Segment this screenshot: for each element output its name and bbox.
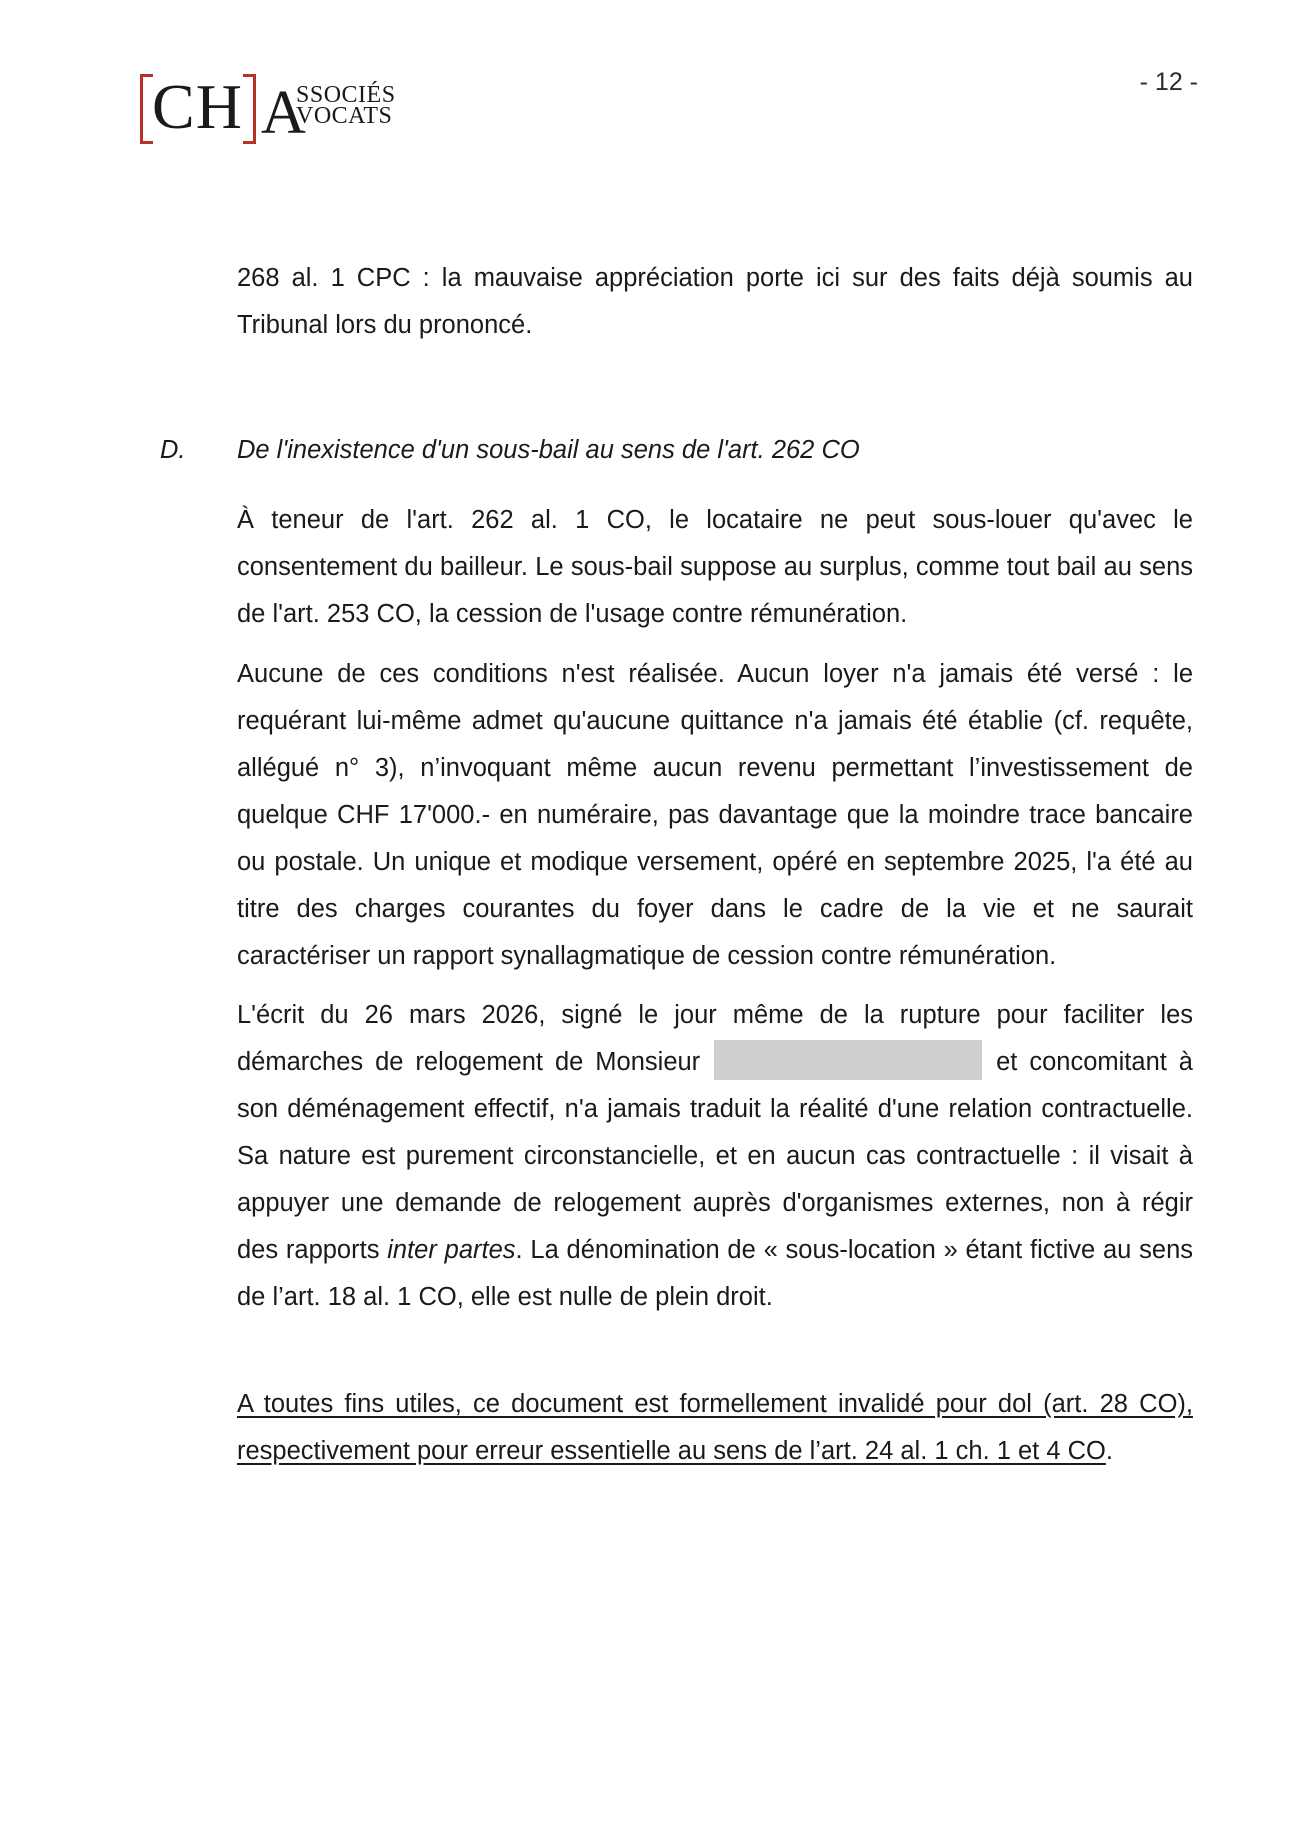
- paragraph-3-start: L'écrit du 26 mars 2026, signé le jour même de la rupture pour faciliter les démarches de relogement de Monsieur: [237, 1001, 1193, 1076]
- logo-word-associes: SSOCIÉS: [296, 82, 396, 108]
- paragraph-3-italic: inter partes: [387, 1236, 516, 1264]
- logo-initial-a: A: [261, 79, 306, 147]
- redacted-name: [714, 1040, 982, 1080]
- paragraph-4: [237, 1381, 1193, 1475]
- paragraph-3: [237, 992, 1193, 1321]
- logo-initials: CH: [152, 71, 243, 142]
- paragraph-1: À teneur de l'art. 262 al. 1 CO, le locataire ne peut sous-louer qu'avec le consentement du bailleur. Le sous-bail suppose au surplus, comme tout bail au sens de l'art. 253 CO, la cession de l'usage contre rémunération.: [237, 506, 1193, 628]
- logo-right-bracket: [243, 74, 256, 144]
- section-letter: D.: [160, 436, 186, 464]
- paragraph-2: Aucune de ces conditions n'est réalisée. Aucun loyer n'a jamais été versé : le requérant lui-même admet qu'aucune quittance n'a jamais été établie (cf. requête, allégué n° 3), n’invoquant même aucun revenu permettant l’investissement de quelque CHF 17'000.- en numéraire, pas davantage que la moindre trace bancaire ou postale. Un unique et modique versement, opéré en septembre 2025, l'a été au titre des charges courantes du foyer dans le cadre de la vie et ne saurait caractériser un rapport synallagmatique de cession contre rémunération.: [237, 660, 1193, 970]
- intro-paragraph: 268 al. 1 CPC : la mauvaise appréciation porte ici sur des faits déjà soumis au Tribunal lors du prononcé.: [237, 264, 1193, 339]
- section-title: De l'inexistence d'un sous-bail au sens de l'art. 262 CO: [237, 436, 860, 464]
- page-number: - 12 -: [1139, 68, 1198, 96]
- paragraph-4-end: .: [1105, 1437, 1113, 1465]
- section-heading: [160, 427, 1193, 474]
- paragraph-4-underlined: A toutes fins utiles, ce document est formellement invalidé pour dol (art. 28 CO), respectivement pour erreur essentielle au sens de l’art. 24 al. 1 ch. 1 et 4 CO: [237, 1390, 1193, 1465]
- paragraph-3-middle: et concomitant à son déménagement effectif, n'a jamais traduit la réalité d'une relation contractuelle. Sa nature est purement circonstancielle, et en aucun cas contractuelle : il visait à appuyer une demande de relogement auprès d'organismes externes, non à régir des rapports: [237, 1048, 1193, 1264]
- logo-word-avocats: VOCATS: [296, 103, 393, 129]
- paragraph-3-end: . La dénomination de « sous-location » étant fictive au sens de l’art. 18 al. 1 CO, elle est nulle de plein droit.: [237, 1236, 1194, 1311]
